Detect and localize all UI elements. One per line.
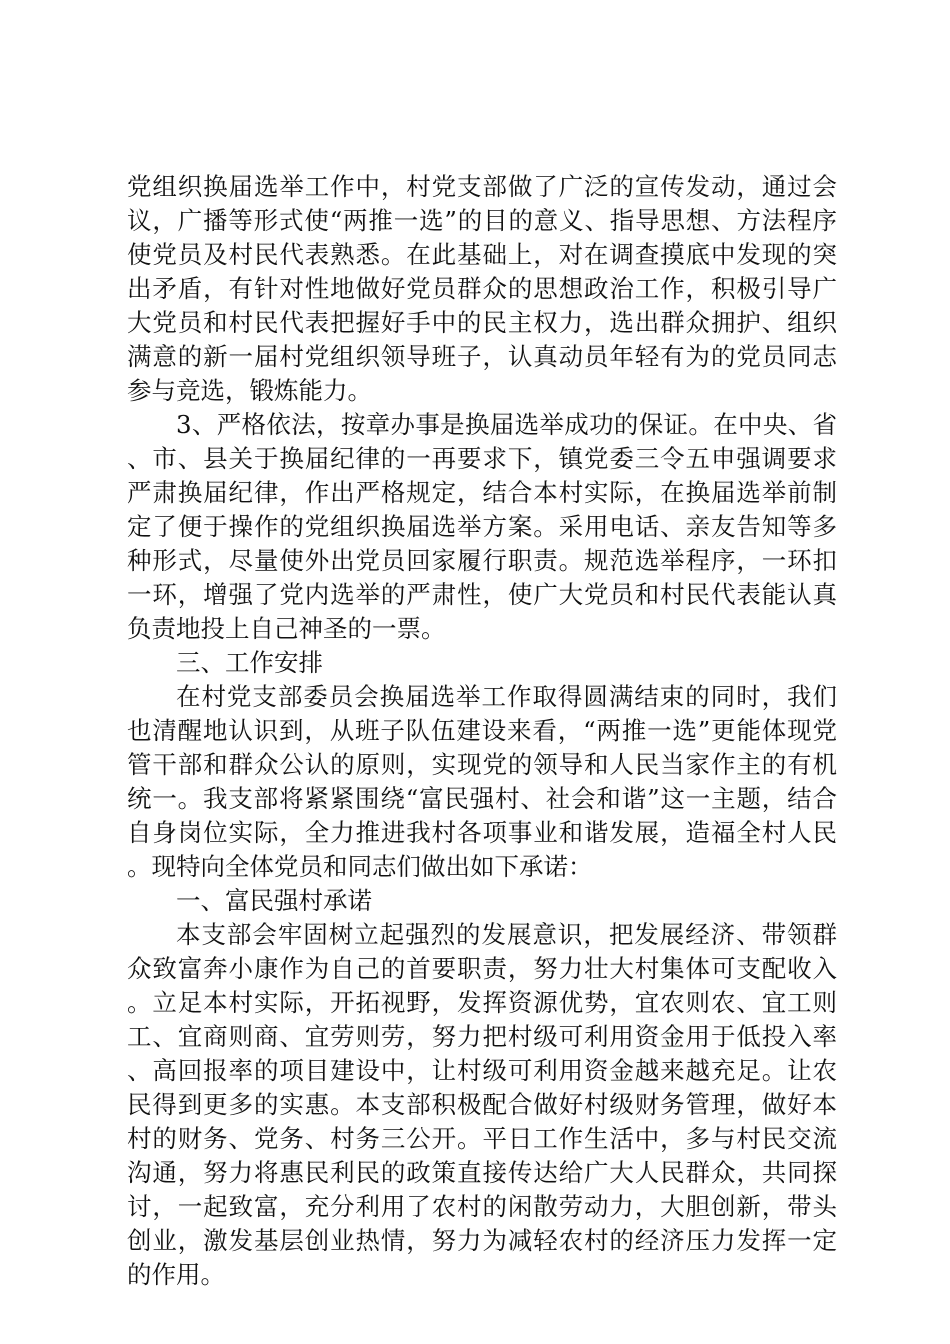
paragraph-strict-law-election: 3、严格依法，按章办事是换届选举成功的保证。在中央、省、市、县关于换届纪律的一再要求下，镇党委三令五申强调要求严肃换届纪律，作出严格规定，结合本村实际，在换届选举前制定了便于操作的党组织换届选举方案。采用电话、亲友告知等多种形式，尽量使外出党员回家履行职责。规范选举程序，一环扣一环，增强了党内选举的严肃性，使广大党员和村民代表能认真负责地投上自己神圣的一票。 — [127, 410, 837, 643]
section-heading-work-arrangement: 三、工作安排 — [176, 648, 323, 677]
paragraph-party-election-publicity: 党组织换届选举工作中，村党支部做了广泛的宣传发动，通过会议，广播等形式使“两推一选”的目的意义、指导思想、方法程序使党员及村民代表熟悉。在此基础上，对在调查摸底中发现的突出矛盾，有针对性地做好党员群众的思想政治工作，积极引导广大党员和村民代表把握好手中的民主权力，选出群众拥护、组织满意的新一届村党组织领导班子，认真动员年轻有为的党员同志参与竞选，锻炼能力。 — [127, 172, 837, 405]
paragraph-commitment-intro: 在村党支部委员会换届选举工作取得圆满结束的同时，我们也清醒地认识到，从班子队伍建设来看，“两推一选”更能体现党管干部和群众公认的原则，实现党的领导和人民当家作主的有机统一。我支部将紧紧围绕“富民强村、社会和谐”这一主题，结合自身岗位实际，全力推进我村各项事业和谐发展，造福全村人民。现特向全体党员和同志们做出如下承诺： — [127, 682, 837, 881]
section-heading-enrich-village: 一、富民强村承诺 — [176, 886, 372, 915]
document-page — [127, 170, 837, 1292]
paragraph-enrich-village-detail: 本支部会牢固树立起强烈的发展意识，把发展经济、带领群众致富奔小康作为自己的首要职责，努力壮大村集体可支配收入。立足本村实际，开拓视野，发挥资源优势，宜农则农、宜工则工、宜商则商、宜劳则劳，努力把村级可利用资金用于低投入率、高回报率的项目建设中，让村级可利用资金越来越充足。让农民得到更多的实惠。本支部积极配合做好村级财务管理，做好本村的财务、党务、村务三公开。平日工作生活中，多与村民交流沟通，努力将惠民利民的政策直接传达给广大人民群众，共同探讨，一起致富，充分利用了农村的闲散劳动力，大胆创新，带头创业，激发基层创业热情，努力为减轻农村的经济压力发挥一定的作用。 — [127, 920, 837, 1289]
